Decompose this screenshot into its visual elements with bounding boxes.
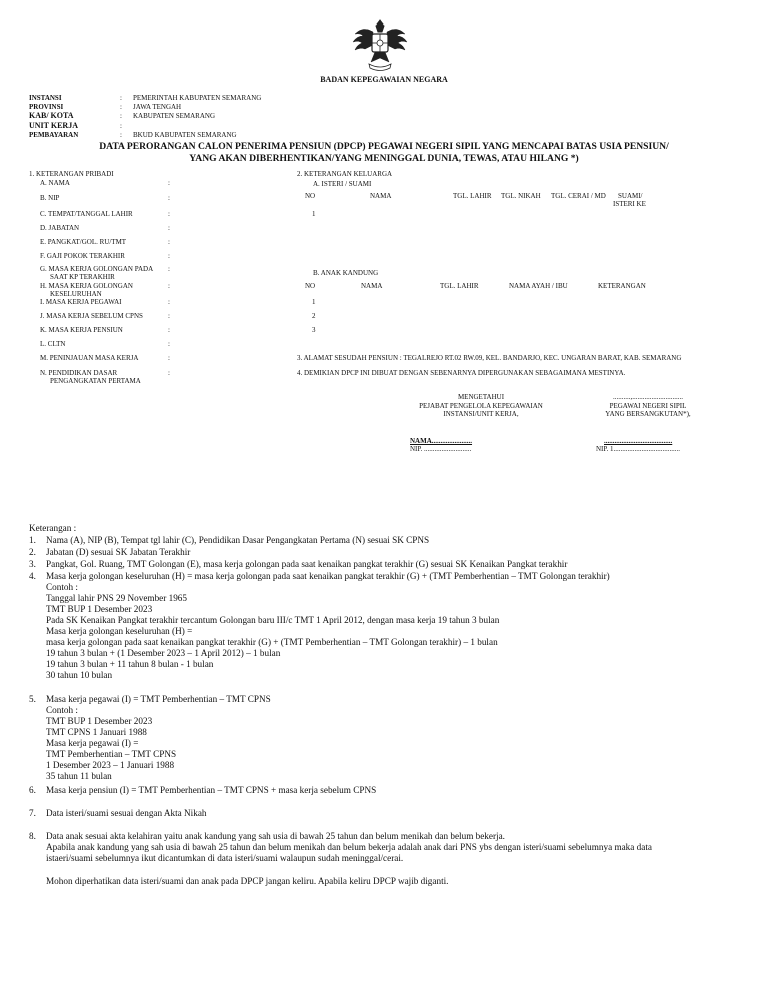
children-row-no: 3 [312, 326, 316, 334]
field-label-mk-gol-keseluruhan: H. MASA KERJA GOLONGAN [40, 282, 133, 290]
alamat-pensiun: 3. ALAMAT SESUDAH PENSIUN : TEGALREJO RT.02 RW.09, KEL. BANDARJO, KEC. UNGARAN BARAT, KAB. SEMARANG [297, 354, 682, 362]
children-col-tgl-lahir: TGL. LAHIR [440, 282, 479, 290]
colon: : [120, 122, 122, 130]
field-label-mk-sebelum-cpns: J. MASA KERJA SEBELUM CPNS [40, 312, 143, 320]
pernyataan: 4. DEMIKIAN DPCP INI DIBUAT DENGAN SEBENARNYA DIPERGUNAKAN SEBAGAIMANA MESTINYA. [297, 369, 626, 377]
spouse-row-no: 1 [312, 210, 316, 218]
note-number: 6. [29, 785, 36, 795]
value-provinsi: JAWA TENGAH [133, 103, 182, 111]
spouse-col-suami: SUAMI/ [618, 192, 643, 200]
note-text: Masa kerja pegawai (I) = [46, 738, 139, 748]
note-text: 1 Desember 2023 – 1 Januari 1988 [46, 760, 175, 770]
notes-heading: Keterangan : [29, 523, 77, 533]
sig-right-line-1: ..........,............................. [613, 393, 683, 401]
field-label-pendidikan-line2: PENGANGKATAN PERTAMA [50, 377, 141, 385]
spouse-col-nama: NAMA [370, 192, 392, 200]
field-label-pangkat: E. PANGKAT/GOL. RU/TMT [40, 238, 127, 246]
colon: : [168, 210, 170, 218]
note-text: Nama (A), NIP (B), Tempat tgl lahir (C), Pendidikan Dasar Pengangkatan Pertama (N) sesuai SK CPNS [46, 535, 430, 545]
field-label-gaji: F. GAJI POKOK TERAKHIR [40, 252, 125, 260]
field-label-peninjauan: M. PENINJAUAN MASA KERJA [40, 354, 139, 362]
note-text: Pada SK Kenaikan Pangkat terakhir tercantum Golongan baru III/c TMT 1 April 2012, dengan masa kerja 19 tahun 3 bulan [46, 615, 500, 625]
label-kab-kota: KAB/ KOTA [29, 111, 74, 120]
colon: : [168, 282, 170, 290]
sig-left-line-1: MENGETAHUI [457, 393, 505, 401]
field-label-nip: B. NIP [40, 194, 60, 202]
field-label-mk-gol-kp: G. MASA KERJA GOLONGAN PADA [40, 265, 154, 273]
spouse-col-isteri-ke: ISTERI KE [613, 200, 646, 208]
note-number: 5. [29, 694, 36, 704]
label-unit-kerja: UNIT KERJA [29, 121, 78, 130]
colon: : [168, 354, 170, 362]
field-label-mk-pensiun: K. MASA KERJA PENSIUN [40, 326, 123, 334]
note-text: 19 tahun 3 bulan + 11 tahun 8 bulan - 1 bulan [46, 659, 214, 669]
note-text: Pangkat, Gol. Ruang, TMT Golongan (E), masa kerja golongan pada saat kenaikan pangkat terakhir (G) sesuai SK Kenaikan Pangkat terakhir [46, 559, 568, 569]
colon: : [168, 224, 170, 232]
label-pembayaran: PEMBAYARAN [29, 131, 79, 139]
field-label-cltn: L. CLTN [40, 340, 66, 348]
note-text: TMT Pemberhentian – TMT CPNS [46, 749, 177, 759]
note-text: TMT CPNS 1 Januari 1988 [46, 727, 147, 737]
value-pembayaran: BKUD KABUPATEN SEMARANG [133, 131, 237, 139]
form-title-line-2: YANG AKAN DIBERHENTIKAN/YANG MENINGGAL DUNIA, TEWAS, ATAU HILANG *) [189, 153, 579, 164]
note-text: Masa kerja golongan keseluruhan (H) = [46, 626, 193, 636]
note-number: 7. [29, 808, 36, 818]
colon: : [168, 326, 170, 334]
colon: : [168, 369, 170, 377]
note-text: 30 tahun 10 bulan [46, 670, 113, 680]
note-text: TMT BUP 1 Desember 2023 [46, 716, 153, 726]
field-label-mk-pegawai: I. MASA KERJA PEGAWAI [40, 298, 122, 306]
section-keluarga-heading: 2. KETERANGAN KELUARGA [297, 170, 393, 178]
note-text: 35 tahun 11 bulan [46, 771, 112, 781]
form-title-line-1: DATA PERORANGAN CALON PENERIMA PENSIUN (DPCP) PEGAWAI NEGERI SIPIL YANG MENCAPAI BATAS USIA PENSIUN/ [99, 141, 669, 152]
children-row-no: 2 [312, 312, 316, 320]
field-label-mk-gol-kp-line2: SAAT KP TERAKHIR [50, 273, 115, 281]
garuda-emblem-icon [349, 18, 411, 74]
spouse-col-tgl-cerai: TGL. CERAI / MD [551, 192, 606, 200]
spouse-col-no: NO [305, 192, 316, 200]
section-pribadi-heading: 1. KETERANGAN PRIBADI [29, 170, 114, 178]
children-col-nama: NAMA [361, 282, 383, 290]
sig-left-name: NAMA....................... [410, 437, 473, 445]
note-text: TMT BUP 1 Desember 2023 [46, 604, 153, 614]
note-text: Masa kerja pensiun (I) = TMT Pemberhentian – TMT CPNS + masa kerja sebelum CPNS [46, 785, 377, 795]
children-col-keterangan: KETERANGAN [598, 282, 646, 290]
sig-right-line-2: PEGAWAI NEGERI SIPIL [609, 402, 687, 410]
children-col-nama-ortu: NAMA AYAH / IBU [509, 282, 568, 290]
note-text: Contoh : [46, 582, 78, 592]
colon: : [120, 94, 122, 102]
agency-name: BADAN KEPEGAWAIAN NEGARA [320, 75, 448, 84]
colon: : [168, 298, 170, 306]
note-text: Masa kerja golongan keseluruhan (H) = masa kerja golongan pada saat kenaikan pangkat terakhir (G) + (TMT Pemberhentian – TMT Golongan terakhir) [46, 571, 610, 581]
colon: : [168, 238, 170, 246]
children-col-no: NO [305, 282, 316, 290]
note-text: Tanggal lahir PNS 29 November 1965 [46, 593, 187, 603]
note-number: 2. [29, 547, 36, 557]
sig-left-line-2: PEJABAT PENGELOLA KEPEGAWAIAN [419, 402, 543, 410]
colon: : [168, 252, 170, 260]
sig-right-line-3: YANG BERSANGKUTAN*), [605, 410, 691, 418]
note-text: Jabatan (D) sesuai SK Jabatan Terakhir [46, 547, 191, 557]
field-label-jabatan: D. JABATAN [40, 224, 80, 232]
note-text: Data anak sesuai akta kelahiran yaitu anak kandung yang sah usia di bawah 25 tahun dan belum menikah dan belum bekerja. [46, 831, 505, 841]
label-provinsi: PROVINSI [29, 103, 64, 111]
spouse-subheading: A. ISTERI / SUAMI [313, 180, 372, 188]
note-text: Apabila anak kandung yang sah usia di bawah 25 tahun dan belum menikah dan belum bekerja adalah anak dari PNS ybs dengan isteri/suami sebelumnya maka data [46, 842, 652, 852]
colon: : [168, 312, 170, 320]
sig-right-name: ....................................... [604, 437, 673, 445]
note-number: 4. [29, 571, 36, 581]
field-label-pendidikan: N. PENDIDIKAN DASAR [40, 369, 118, 377]
value-instansi: PEMERINTAH KABUPATEN SEMARANG [133, 94, 262, 102]
colon: : [120, 131, 122, 139]
note-number: 8. [29, 831, 36, 841]
note-text: Data isteri/suami sesuai dengan Akta Nikah [46, 808, 207, 818]
note-text: istaeri/suami sebelumnya ikut dicantumkan di data isteri/suami walaupun sudah meninggal/cerai. [46, 853, 404, 863]
sig-right-nip: NIP. 1...................................... [596, 445, 681, 453]
note-text: Mohon diperhatikan data isteri/suami dan anak pada DPCP jangan keliru. Apabila keliru DPCP wajib diganti. [46, 876, 449, 886]
children-subheading: B. ANAK KANDUNG [313, 269, 379, 277]
field-label-mk-gol-keseluruhan-line2: KESELURUHAN [50, 290, 102, 298]
spouse-col-tgl-nikah: TGL. NIKAH [501, 192, 541, 200]
note-number: 3. [29, 559, 36, 569]
colon: : [168, 340, 170, 348]
colon: : [168, 179, 170, 187]
colon: : [120, 103, 122, 111]
spouse-col-tgl-lahir: TGL. LAHIR [453, 192, 492, 200]
label-instansi: INSTANSI [29, 94, 62, 102]
value-kab-kota: KABUPATEN SEMARANG [133, 112, 216, 120]
note-number: 1. [29, 535, 36, 545]
colon: : [168, 194, 170, 202]
note-text: 19 tahun 3 bulan + (1 Desember 2023 – 1 April 2012) – 1 bulan [46, 648, 281, 658]
note-text: masa kerja golongan pada saat kenaikan pangkat terakhir (G) + (TMT Pemberhentian – TMT Golongan terakhir) – 1 bulan [46, 637, 498, 647]
field-label-nama: A. NAMA [40, 179, 70, 187]
field-label-ttl: C. TEMPAT/TANGGAL LAHIR [40, 210, 133, 218]
children-row-no: 1 [312, 298, 316, 306]
sig-left-nip: NIP. ........................... [410, 445, 472, 453]
note-text: Contoh : [46, 705, 78, 715]
sig-left-line-3: INSTANSI/UNIT KERJA, [443, 410, 519, 418]
note-text: Masa kerja pegawai (I) = TMT Pemberhentian – TMT CPNS [46, 694, 271, 704]
colon: : [120, 112, 122, 120]
colon: : [168, 265, 170, 273]
